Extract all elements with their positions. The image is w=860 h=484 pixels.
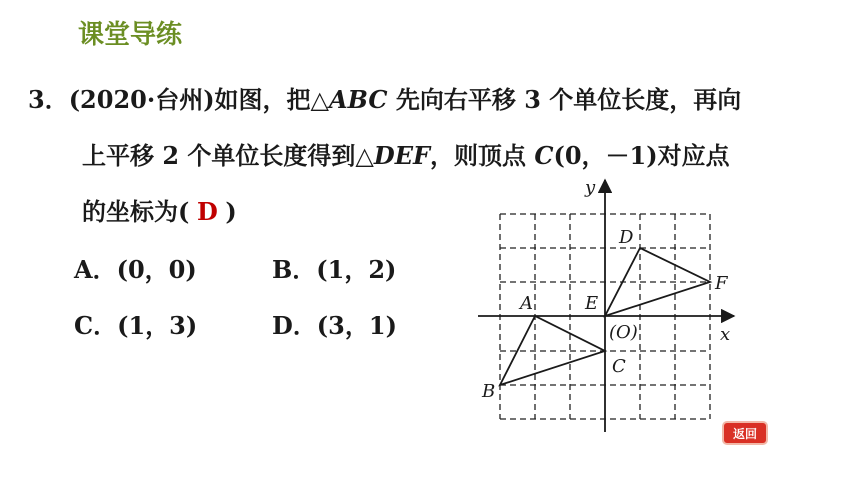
label-e: E	[585, 293, 599, 314]
triangle-abc: ABC	[329, 85, 388, 114]
answer: D	[196, 197, 218, 226]
section-header: 课堂导练	[78, 20, 183, 50]
label-b: B	[482, 381, 496, 402]
question-text: )	[225, 197, 237, 226]
option-c[interactable]: C．(1，3)	[74, 311, 198, 340]
origin-label: (O)	[609, 322, 638, 343]
label-c: C	[612, 356, 626, 377]
question-text: 3．(2020·台州)如图，把△	[28, 85, 330, 114]
option-a[interactable]: A．(0，0)	[74, 255, 197, 284]
question-text: (0，－1)对应点	[553, 141, 730, 170]
back-button[interactable]: 返回	[722, 421, 768, 445]
label-f: F	[715, 273, 728, 294]
question-text: ，则顶点	[430, 141, 535, 170]
question-text: 上平移 2 个单位长度得到△	[82, 141, 374, 170]
y-axis-label: y	[585, 177, 596, 198]
x-axis-label: x	[720, 324, 731, 345]
question-text: 的坐标为(	[82, 197, 190, 226]
option-d[interactable]: D．(3，1)	[272, 311, 397, 340]
label-a: A	[520, 293, 533, 314]
label-d: D	[619, 227, 634, 248]
triangle-def: DEF	[373, 141, 431, 170]
question-text: 先向右平移 3 个单位长度，再向	[387, 85, 742, 114]
point-c: C	[534, 141, 554, 170]
option-b[interactable]: B．(1，2)	[272, 255, 397, 284]
